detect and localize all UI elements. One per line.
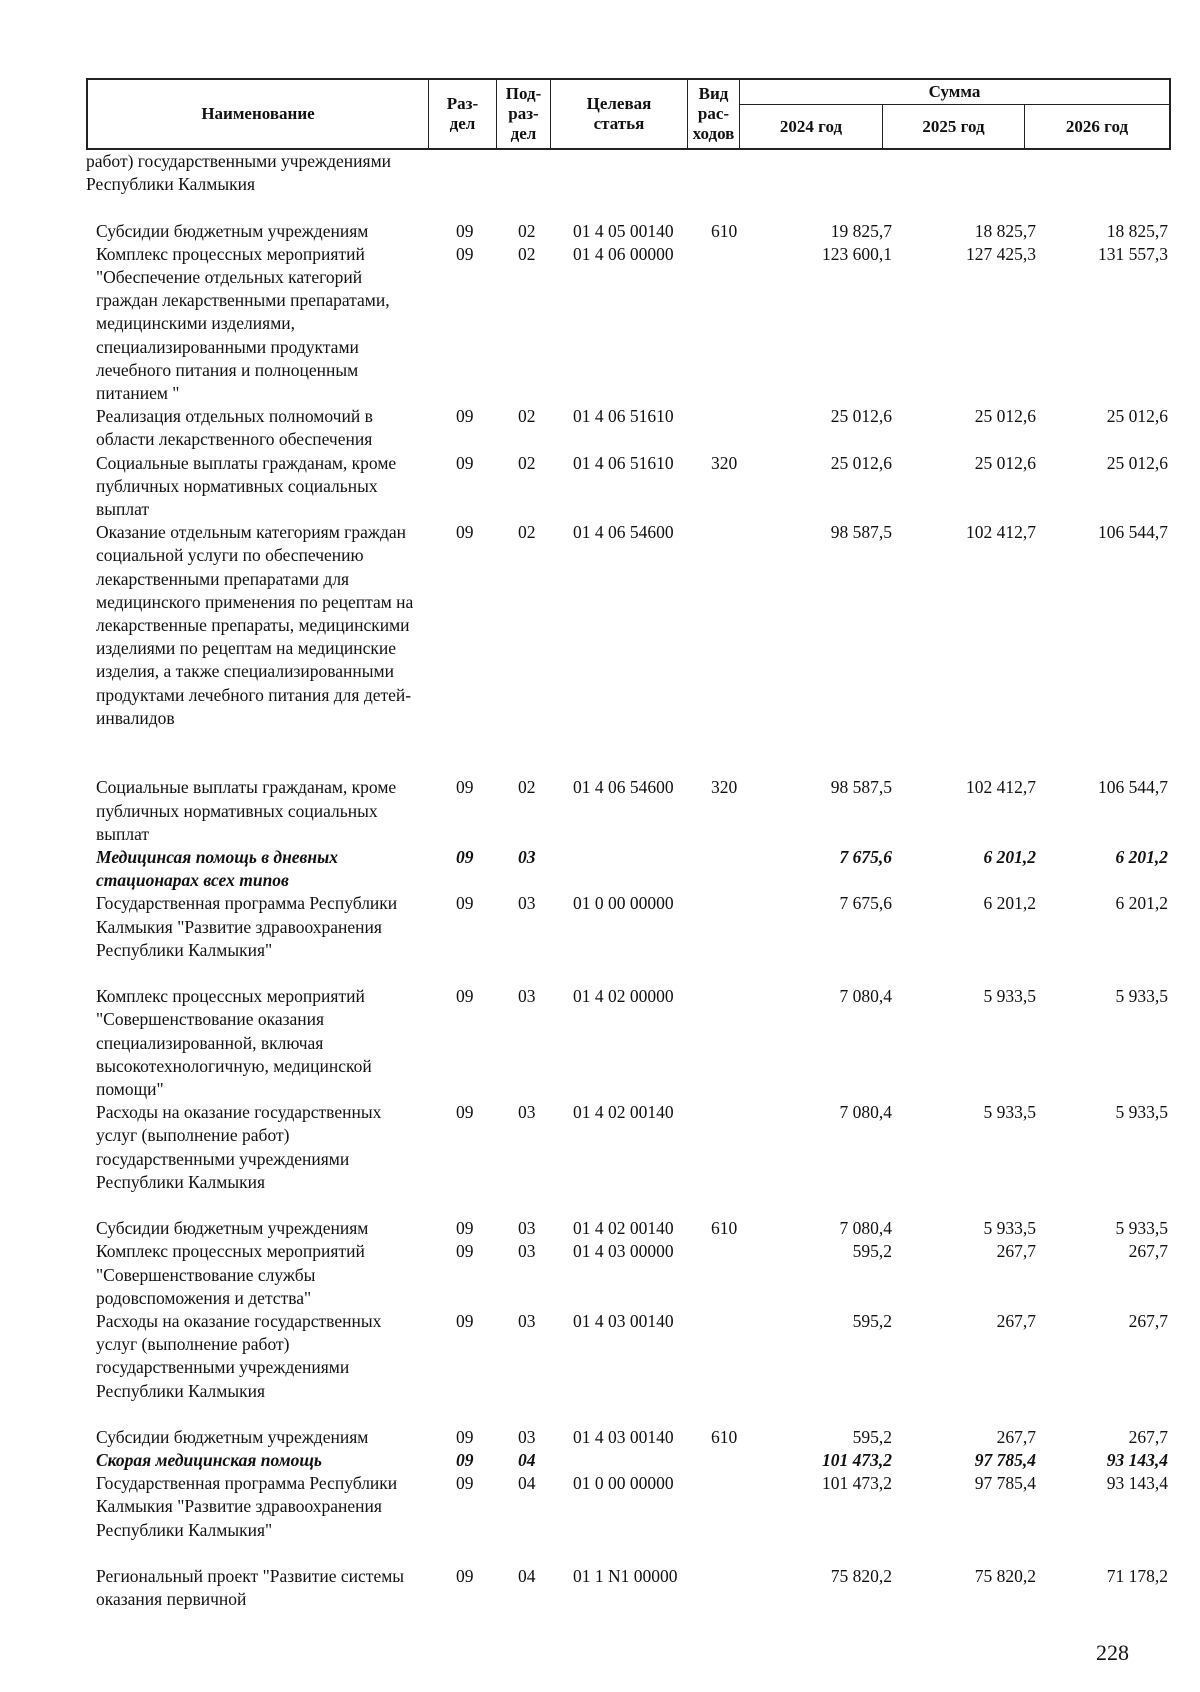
row-sum-2026: 71 178,2 [1106, 1566, 1168, 1587]
row-sum-2026: 267,7 [1128, 1310, 1168, 1331]
row-sum-2024: 19 825,7 [830, 220, 892, 241]
row-cel-statya: 01 4 06 51610 [573, 406, 674, 427]
row-razdel: 09 [456, 1241, 474, 1262]
row-name: Социальные выплаты гражданам, кроме публичных нормативных социальных выплат [96, 452, 397, 519]
header-year-2025: 2025 год [882, 105, 1024, 148]
row-name: Комплекс процессных мероприятий "Обеспечение отдельных категорий граждан лекарственными препаратами, медицинскими изделиями, специализированными продуктами лечебного питания и полноценным питанием " [96, 243, 390, 403]
table-row [0, 776, 1200, 846]
row-cel-statya: 01 4 02 00000 [573, 986, 674, 1007]
row-cel-statya: 01 4 06 54600 [573, 777, 674, 798]
table-row [0, 1426, 1200, 1449]
row-razdel: 09 [456, 1566, 474, 1587]
row-cel-statya: 01 0 00 00000 [573, 893, 674, 914]
row-razdel: 09 [456, 777, 474, 798]
row-sum-2025: 267,7 [996, 1241, 1036, 1262]
row-sum-2025: 6 201,2 [983, 893, 1036, 914]
row-name: Субсидии бюджетным учреждениям [96, 220, 369, 241]
row-razdel: 09 [456, 1473, 474, 1494]
row-vid-rashodov: 320 [711, 777, 738, 798]
table-row [0, 150, 1200, 220]
row-name: работ) государственными учреждениями Республики Калмыкия [86, 151, 392, 195]
row-cel-statya: 01 4 02 00140 [573, 1218, 674, 1239]
header-razdel: Раз- дел [428, 80, 496, 148]
table-row [0, 1449, 1200, 1472]
row-sum-2025: 97 785,4 [974, 1473, 1036, 1494]
row-name: Комплекс процессных мероприятий "Совершенствование службы родовспоможения и детства" [96, 1241, 365, 1308]
row-sum-2026: 106 544,7 [1098, 777, 1168, 798]
row-sum-2026: 93 143,4 [1106, 1473, 1168, 1494]
table-row [0, 892, 1200, 985]
row-razdel: 09 [456, 243, 474, 264]
row-name: Скорая медицинская помощь [96, 1450, 322, 1471]
row-sum-2026: 93 143,4 [1106, 1450, 1168, 1471]
header-summa: Сумма [739, 80, 1169, 105]
row-sum-2025: 75 820,2 [974, 1566, 1036, 1587]
row-sum-2025: 5 933,5 [983, 986, 1036, 1007]
table-row [0, 243, 1200, 405]
row-podrazdel: 02 [518, 522, 536, 543]
row-name: Комплекс процессных мероприятий "Совершенствование оказания специализированной, включая высокотехнологичную, медицинской помощи" [96, 986, 372, 1099]
row-sum-2025: 6 201,2 [983, 846, 1036, 867]
table-body [0, 150, 1200, 1611]
row-podrazdel: 02 [518, 406, 536, 427]
row-sum-2024: 98 587,5 [830, 777, 892, 798]
row-razdel: 09 [456, 1102, 474, 1123]
row-name: Расходы на оказание государственных услуг (выполнение работ) государственными учреждениями Республики Калмыкия [96, 1102, 382, 1192]
row-podrazdel: 03 [518, 1426, 536, 1447]
row-podrazdel: 02 [518, 452, 536, 473]
header-vid-rashodov: Вид рас- ходов [687, 80, 739, 148]
row-cel-statya: 01 1 N1 00000 [573, 1566, 678, 1587]
row-podrazdel: 02 [518, 777, 536, 798]
row-sum-2024: 25 012,6 [830, 452, 892, 473]
row-podrazdel: 03 [518, 893, 536, 914]
row-vid-rashodov: 610 [711, 220, 738, 241]
row-cel-statya: 01 4 02 00140 [573, 1102, 674, 1123]
row-sum-2025: 18 825,7 [974, 220, 1036, 241]
row-sum-2024: 98 587,5 [830, 522, 892, 543]
row-sum-2026: 5 933,5 [1115, 986, 1168, 1007]
row-sum-2026: 5 933,5 [1115, 1218, 1168, 1239]
table-header [86, 78, 1171, 150]
row-sum-2024: 7 080,4 [839, 1102, 892, 1123]
row-sum-2024: 7 675,6 [839, 893, 892, 914]
header-year-2026: 2026 год [1024, 105, 1169, 148]
row-sum-2026: 6 201,2 [1115, 846, 1168, 867]
row-podrazdel: 02 [518, 220, 536, 241]
table-row [0, 1472, 1200, 1565]
row-podrazdel: 03 [518, 1102, 536, 1123]
table-row [0, 1310, 1200, 1426]
row-sum-2026: 5 933,5 [1115, 1102, 1168, 1123]
table-row [0, 452, 1200, 522]
row-sum-2025: 102 412,7 [966, 777, 1036, 798]
row-cel-statya: 01 4 03 00140 [573, 1426, 674, 1447]
header-podrazdel: Под- раз- дел [496, 80, 550, 148]
header-year-2024: 2024 год [739, 105, 882, 148]
row-sum-2024: 101 473,2 [822, 1473, 892, 1494]
row-sum-2026: 18 825,7 [1106, 220, 1168, 241]
row-vid-rashodov: 610 [711, 1218, 738, 1239]
row-podrazdel: 03 [518, 1218, 536, 1239]
row-razdel: 09 [456, 1310, 474, 1331]
row-razdel: 09 [456, 220, 474, 241]
row-razdel: 09 [456, 986, 474, 1007]
row-podrazdel: 03 [518, 1241, 536, 1262]
row-podrazdel: 03 [518, 846, 536, 867]
header-cel-statya: Целевая статья [550, 80, 687, 148]
row-sum-2026: 6 201,2 [1115, 893, 1168, 914]
table-row [0, 1565, 1200, 1611]
header-name: Наименование [201, 104, 315, 123]
row-sum-2025: 102 412,7 [966, 522, 1036, 543]
row-name: Оказание отдельным категориям граждан социальной услуги по обеспечению лекарственными препаратами для медицинского применения по рецептам на лекарственные препараты, медицинскими изделиями по рецептам на медицинские изделия, а также специализированными продуктами лечебного питания для детей-инвалидов [96, 522, 414, 728]
row-podrazdel: 03 [518, 1310, 536, 1331]
row-sum-2026: 267,7 [1128, 1241, 1168, 1262]
row-sum-2024: 7 080,4 [839, 1218, 892, 1239]
row-sum-2024: 595,2 [852, 1310, 892, 1331]
row-cel-statya: 01 4 06 54600 [573, 522, 674, 543]
row-name: Региональный проект "Развитие системы оказания первичной [96, 1566, 405, 1610]
row-podrazdel: 04 [518, 1473, 536, 1494]
row-sum-2025: 25 012,6 [974, 406, 1036, 427]
row-sum-2024: 25 012,6 [830, 406, 892, 427]
row-vid-rashodov: 610 [711, 1426, 738, 1447]
row-name: Реализация отдельных полномочий в области лекарственного обеспечения [96, 406, 373, 450]
row-sum-2024: 101 473,2 [822, 1450, 892, 1471]
row-sum-2025: 5 933,5 [983, 1102, 1036, 1123]
row-name: Государственная программа Республики Калмыкия "Развитие здравоохранения Республики Калмыкия" [96, 893, 398, 960]
row-sum-2026: 106 544,7 [1098, 522, 1168, 543]
row-name: Субсидии бюджетным учреждениям [96, 1218, 369, 1239]
page-number: 228 [1096, 1640, 1129, 1665]
row-podrazdel: 02 [518, 243, 536, 264]
row-name: Расходы на оказание государственных услуг (выполнение работ) государственными учреждениями Республики Калмыкия [96, 1310, 382, 1401]
row-sum-2026: 25 012,6 [1106, 452, 1168, 473]
row-sum-2025: 267,7 [996, 1426, 1036, 1447]
table-row [0, 1240, 1200, 1310]
row-sum-2024: 75 820,2 [830, 1566, 892, 1587]
table-row [0, 846, 1200, 892]
row-podrazdel: 04 [518, 1450, 536, 1471]
table-row [0, 985, 1200, 1101]
table-row [0, 1101, 1200, 1217]
row-sum-2024: 595,2 [852, 1241, 892, 1262]
row-sum-2025: 267,7 [996, 1310, 1036, 1331]
row-sum-2025: 97 785,4 [974, 1450, 1036, 1471]
table-row [0, 521, 1200, 776]
row-razdel: 09 [456, 1450, 474, 1471]
row-razdel: 09 [456, 406, 474, 427]
row-cel-statya: 01 4 03 00140 [573, 1310, 674, 1331]
row-name: Государственная программа Республики Калмыкия "Развитие здравоохранения Республики Калмыкия" [96, 1473, 398, 1540]
row-sum-2024: 123 600,1 [822, 243, 892, 264]
row-name: Социальные выплаты гражданам, кроме публичных нормативных социальных выплат [96, 777, 397, 844]
row-cel-statya: 01 4 06 00000 [573, 243, 674, 264]
row-name: Субсидии бюджетным учреждениям [96, 1426, 369, 1447]
row-razdel: 09 [456, 1426, 474, 1447]
row-cel-statya: 01 4 05 00140 [573, 220, 674, 241]
row-name: Медицинсая помощь в дневных стационарах всех типов [96, 846, 338, 891]
row-sum-2024: 7 675,6 [839, 846, 892, 867]
row-podrazdel: 04 [518, 1566, 536, 1587]
row-sum-2024: 7 080,4 [839, 986, 892, 1007]
row-razdel: 09 [456, 846, 474, 867]
row-razdel: 09 [456, 893, 474, 914]
row-razdel: 09 [456, 522, 474, 543]
row-sum-2024: 595,2 [852, 1426, 892, 1447]
row-cel-statya: 01 4 06 51610 [573, 452, 674, 473]
row-sum-2025: 127 425,3 [966, 243, 1036, 264]
row-sum-2026: 131 557,3 [1098, 243, 1168, 264]
row-cel-statya: 01 4 03 00000 [573, 1241, 674, 1262]
row-razdel: 09 [456, 1218, 474, 1239]
row-sum-2025: 5 933,5 [983, 1218, 1036, 1239]
table-row [0, 220, 1200, 243]
row-podrazdel: 03 [518, 986, 536, 1007]
row-sum-2026: 267,7 [1128, 1426, 1168, 1447]
table-row [0, 405, 1200, 451]
row-sum-2025: 25 012,6 [974, 452, 1036, 473]
table-row [0, 1217, 1200, 1240]
row-sum-2026: 25 012,6 [1106, 406, 1168, 427]
row-vid-rashodov: 320 [711, 452, 738, 473]
row-razdel: 09 [456, 452, 474, 473]
row-cel-statya: 01 0 00 00000 [573, 1473, 674, 1494]
